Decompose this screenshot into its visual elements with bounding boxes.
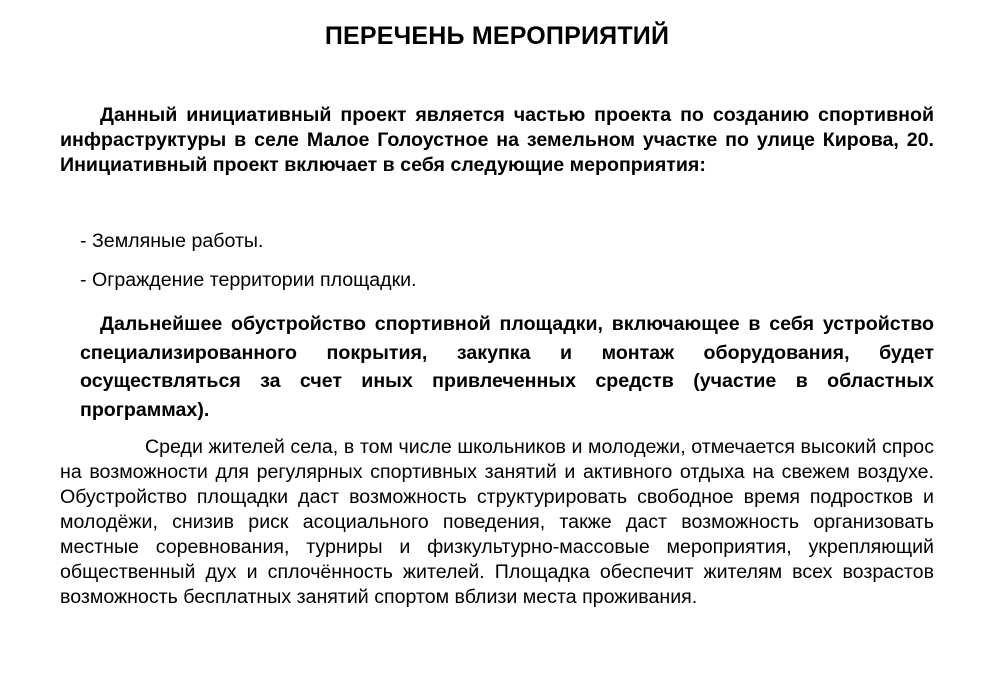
document-title: ПЕРЕЧЕНЬ МЕРОПРИЯТИЙ bbox=[324, 22, 670, 50]
further-development-paragraph: Дальнейшее обустройство спортивной площадки, включающее в себя устройство специализированного покрытия, закупка и монтаж оборудования, будет осуществляться за счет иных привлеченных средств (участие в областных программах). bbox=[80, 313, 934, 421]
activity-item-earthworks: - Земляные работы. bbox=[80, 230, 264, 252]
intro-paragraph: Данный инициативный проект является частью проекта по созданию спортивной инфраструктуры в селе Малое Голоустное на земельном участке по улице Кирова, 20. Инициативный проект включает в себя следующие мероприятия: bbox=[60, 104, 934, 176]
context-paragraph: Среди жителей села, в том числе школьников и молодежи, отмечается высокий спрос на возможности для регулярных спортивных занятий и активного отдыха на свежем воздухе. Обустройство площадки даст возможность структурировать свободное время подростков и молодёжи, снизив риск асоциального поведения, также даст возможность организовать местные соревнования, турниры и физкультурно-массовые мероприятия, укрепляющий общественный дух и сплочённость жителей. Площадка обеспечит жителям всех возрастов возможность бесплатных занятий спортом вблизи места проживания. bbox=[60, 436, 934, 608]
activity-item-fencing: - Ограждение территории площадки. bbox=[80, 269, 417, 291]
